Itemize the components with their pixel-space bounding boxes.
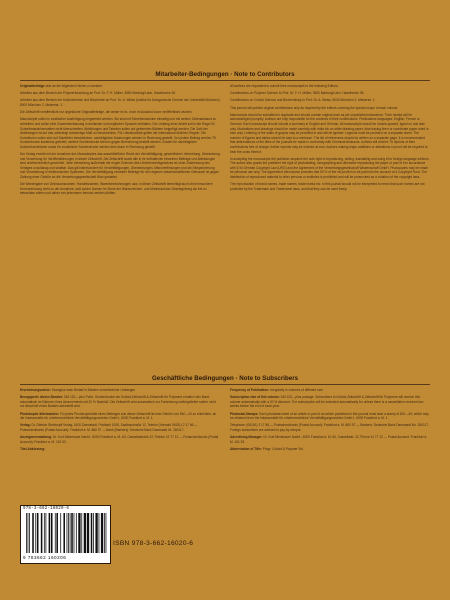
barcode-bar: [93, 513, 94, 553]
paragraph-text: Contributions on Colloid Science and Biochemistry to Prof. Dr. A. Weiss, 8000 München 2, Meiserstr. 1.: [230, 98, 376, 103]
paragraph-label: Erscheinungsweise:: [20, 388, 51, 392]
paragraph-label: Titel-Abkürzung:: [20, 446, 46, 451]
paragraph-label: Abbreviation of Title:: [230, 446, 262, 451]
barcode-bar: [101, 513, 103, 553]
paragraph-label: Anzeigenverwaltung:: [20, 435, 53, 440]
barcode: [20, 505, 111, 564]
paragraph: [230, 182, 430, 191]
paragraph-label: Photostat-Stamps:: [230, 411, 259, 416]
paragraph-text: DM 120,– plus Porto. Sonderdrucke der Kolloid-Zeitschrift & Zeitschrift für Polymere erhalten den Band automatisch im Rahmen ihres Abonnements mit 20 % Nachlaß. Die Zeitschrift wird automatisch zur Fortsetzung weitergeliefert sofern nicht vor Abschluß eines Bandes abbestellt wird.: [20, 395, 216, 409]
paragraph-text: This journal will publish original contributions only as required by the editors covering the special scope of each volume.: [230, 105, 399, 110]
barcode-bar: [104, 513, 105, 553]
paragraph-text: In accepting the manuscripts the publisher acquires the sole right of reproducing, selling, translating and using it for foreign language editions. The author also grants the publisher the right of photostating, xerographing and otherwise reproducing the paper or part of it in accordance with § 54 German Copyright Law (URG) and the Agreement of the Verwertungsgesellschaft Wissenschaft GmbH. Photocopies may be made for personal use only. The Agreement cited above provides that 50 % of the net profit is to be paid into the account of a Copyright Fund. The distribution of reproduced material to other persons or institutes is prohibited and will be prosecuted as a violation of the copyright laws.: [230, 156, 430, 180]
barcode-bar: [32, 513, 34, 553]
barcode-bar: [70, 513, 71, 553]
paragraph-text: Der Verlag erwirbt mit der Annahme des Manuskriptes das ausschließliche Recht der Vervielfältigung, gewerblichen Verbreitung, Übersetzung und Verwertung für Veröffentlichungen in dieser Zeitschrift. Die Zeitschrift sowie alle in ihr enthaltenen einzelnen Beiträge und Abbildungen sind urheberrechtlich geschützt. Jede Verwertung außerhalb der engen Grenzen des Urheberrechtsgesetzes ist ohne Zustimmung des Verlages unzulässig und strafbar. Das gilt insbesondere für Vervielfältigungen, Übersetzungen, Mikroverfilmungen und die Einspeicherung und Verarbeitung in elektronischen Systemen. Die Vervielfältigung einzelner Beiträge für den eigenen wissenschaftlichen Gebrauch ist gegen Zahlung einer Gebühr an die Verwertungsgesellschaft Wort gestattet.: [20, 152, 220, 180]
contributors-left-column: [20, 84, 220, 354]
paragraph-text: Telephone: (06151) 2 17 86 — Postscheckkonto (Postal Account): Frankfurt a. M. 860 97 — Bankers: Deutsche Bank Darmstadt No. 260117. Foreign subscribers are advised to pay by cheque.: [230, 423, 429, 432]
paragraph: [230, 157, 430, 180]
barcode-bar: [60, 513, 61, 553]
paragraph-text: The reproduction of brand names, trade names, trade marks etc. in this journal should not be interpreted to mean that such names are not protected by the Trademark and Tradename laws, and that they can be used freely.: [230, 182, 425, 191]
paragraph-label: Photokopier-Wertmarken:: [20, 411, 60, 416]
paragraph-label: Frequency of Publication:: [230, 388, 270, 392]
paragraph-text: All authors are requested to submit their manuscripts to the following Editors:: [230, 84, 339, 88]
paragraph: [20, 84, 220, 89]
barcode-top-text: 978-3-662-16020-6: [23, 507, 70, 511]
barcode-bar: [63, 513, 65, 553]
paragraph: [230, 435, 430, 444]
paragraph-text: Each photostat sheet of an article or part of an article published in this journal must bear a stamp of DM –,40, which may be obtained from the Inkassostelle für urheberrechtliche Vervielfältigungsrechten GmbH., 6000 Frankfurt a. M. 1.: [230, 411, 429, 421]
paragraph-text: Zwanglos nach Bedarf in Bänden verschiedener Umfanges: [51, 388, 135, 392]
barcode-bar: [71, 513, 73, 553]
paragraph-label: Advertising Manager:: [230, 435, 263, 440]
subscribers-left-column: [20, 388, 220, 496]
barcode-bar: [49, 513, 51, 553]
barcode-bar: [81, 513, 82, 553]
paragraph-text: Irregularly in volumes of different size.: [270, 388, 324, 392]
paragraph-text: DM 120,– plus postage. Subscribers to Kolloid-Zeitschrift & Zeitschrift für Polymere will receive this volume automatically with a 20 % discount. The subscription will be extended automatically for unless there is a cancellation received two weeks before the end of each year.: [230, 395, 424, 409]
paragraph-text: Für jedes Photokopierblatt eines Beitrages aus dieser Zeitschrift ist eine Gebühr von DM –,40 zu entrichten, an die Inkassostelle für urheberrechtliche Vervielfältigungsrechten GmbH., 6000 Frankfurt a. M. 1.: [20, 411, 217, 421]
barcode-bar: [84, 513, 86, 553]
barcode-bar: [106, 513, 107, 553]
barcode-bar: [41, 513, 43, 553]
paragraph: [20, 117, 220, 149]
paragraph: [20, 395, 220, 409]
subscribers-right-column: [230, 388, 430, 500]
barcode-bar: [91, 513, 93, 553]
barcode-bar: [44, 513, 45, 553]
barcode-bar: [28, 513, 29, 553]
barcode-bar: [74, 513, 75, 553]
barcode-bar: [46, 513, 47, 553]
paragraph-text: sind an die folgenden Herren zu senden:: [45, 84, 103, 88]
paragraph-text: Die Zeitschrift veröffentlicht nur ungekürzte Originalbeiträge, die weder im In- noch im Ausland zuvor veröffentlicht wurden.: [20, 110, 193, 115]
barcode-bar: [55, 513, 56, 553]
paragraph: [230, 412, 430, 421]
paragraph-text: Dr. Kurt Niederauer Nachf., 6000 Frankfurt a. M. 60, Cassellastr. 22, Phone 41 77 12 — Postal Account: Frankfurt a. M. 161 53.: [230, 435, 428, 444]
paragraph-label: Subscription rate of this volume:: [230, 395, 280, 400]
paragraph: [20, 98, 220, 107]
barcode-bar: [68, 513, 69, 553]
barcode-bar: [76, 513, 77, 553]
paragraph: [230, 91, 430, 96]
barcode-bottom-text: 9 783662 160206: [23, 555, 67, 560]
paragraph: [230, 113, 430, 154]
paragraph-text: Manuskripte sollen in zweifacher Ausfertigung eingereicht werden. Sie sind mit Schreibmaschine einseitig und mit weitem Zeilenabstand zu schreiben und sollen eine Zusammenfassung in deutscher und englischer Sprache enthalten. Der Umfang einer Arbeit soll in der Regel 20 Schreibmaschinenseiten nicht überschreiten. Abbildungen und Tabellen sollen auf getrennten Blättern beigefügt werden. Die Zahl der Abbildungen ist auf das unbedingt notwendige Maß zu beschränken. Für Literaturzitate gelten die international üblichen Regeln. Die Korrekturen sollen sich auf Satzfehler beschränken; nachträgliche Änderungen werden in Rechnung gestellt. Von jedem Beitrag werden 75 Sonderdrucke kostenlos geliefert; weitere Sonderdrucke können gegen Berechnung bestellt werden. Kosten für nachträgliche Autorenkorrekturen sowie für zusätzliche Sonderdrucke werden dem Autor in Rechnung gestellt.: [20, 117, 217, 149]
paragraph: [230, 447, 430, 452]
barcode-bar: [95, 513, 97, 553]
paragraph: [230, 388, 430, 393]
paragraph: [20, 412, 220, 421]
subscribers-heading: Geschäftliche Bedingungen · Note to Subscribers: [151, 375, 299, 382]
contributors-rule: [20, 80, 430, 81]
paragraph-label: Bezugspreis dieses Bandes:: [20, 395, 64, 400]
barcode-bar: [26, 513, 27, 553]
paragraph: [230, 395, 430, 409]
paragraph-text: Contributions on Polymer Science to Prof. Dr. F. H. Müller, 3550 Marburg/Lahn, Haselhecke 36.: [230, 91, 365, 96]
barcode-bar: [78, 513, 80, 553]
paragraph: [20, 152, 220, 180]
paragraph-text: Die Wiedergabe von Gebrauchsnamen, Handelsnamen, Warenbezeichnungen usw. in dieser Zeitschrift berechtigt auch ohne besondere Kennzeichnung nicht zu der Annahme, daß solche Namen im Sinne der Warenzeichen- und Markenschutz-Gesetzgebung als frei zu betrachten wären und daher von jedermann benutzt werden dürften.: [20, 182, 213, 196]
barcode-bar: [56, 513, 58, 553]
paragraph: [230, 106, 430, 111]
paragraph: [230, 84, 430, 89]
paragraph-text: Manuscripts should be submitted in duplicate and should contain original work as yet unpublished elsewhere. Their receipt will be acknowledged promptly. Authors are fully responsible for the contents of their contributions. Publications languages: English, French or German. Each manuscript should include a summary in English and German. All manuscripts should be double-spaced, typed on one side only. Illustrations and drawings should be made carefully with India ink on white drawing paper; blue tracing linen or coordinate paper ruled in blue only. Lettering of the sides of graphs may be pencilled in and will be typeset. Legends must be provided on a separate sheet. The number of figures and tables should be kept to a minimum. The list of references should be written on a separate page. It is recommended that abbreviations of the titles of the journals be made in conformity with Chemical Abstracts. Authors will receive 75 reprints of their contributions free of charge; further reprints may be ordered at cost. Authors making major additions or alterations in proof will be required to bear the costs thereof.: [230, 112, 429, 154]
barcode-bar: [87, 513, 89, 553]
paragraph-label: Verlag:: [20, 423, 31, 428]
paragraph-text: Arbeiten aus dem Bereich der Polymerforschung an Prof. Dr. F. H. Müller, 3550 Marburg/Lahn, Haselhecke 36.: [20, 91, 176, 96]
paragraph-label: Originalbeiträge: [20, 84, 45, 88]
contributors-right-column: [230, 84, 430, 354]
contributors-heading: Mitarbeiter-Bedingungen · Note to Contributors: [155, 71, 295, 78]
barcode-bar: [37, 513, 39, 553]
paragraph: [20, 182, 220, 196]
paragraph-text: Arbeiten aus dem Bereich der Kolloidchemie und Biochemie an Prof. Dr. A. Weiss (Institut für Anorganische Chemie der Universität München) 8000 München 2, Meiserstr. 1.: [20, 98, 220, 107]
paragraph: [230, 423, 430, 432]
barcode-bar: [67, 513, 68, 553]
subscribers-rule: [20, 384, 430, 385]
barcode-bar: [51, 513, 53, 553]
paragraph: [20, 110, 220, 115]
isbn-label: ISBN 978-3-662-16020-6: [113, 540, 194, 547]
paragraph-text: Dr. Kurt Niederauer Nachf., 6000 Frankfurt a. M.-60, Cassellastraße 22, Telefon 41 77 12 — Postscheckkonto (Postal Account): Frankfurt a. M. 161 53.: [20, 435, 219, 444]
paragraph-text: Progr. Colloid & Polymer Sci.: [262, 446, 304, 451]
barcode-bar: [99, 513, 100, 553]
barcode-bar: [35, 513, 36, 553]
paragraph-text: Dr. Dietrich Steinkopff Verlag, 6100 Darmstadt, Postfach 1008, Saalbaustraße 12, Telefon (Vorwahl 06151) 2 17 86 — Postscheckkonto (Postal Account): Frankfurt a. M. 860 97 — Bank (Bankers): Deutsche Bank Darmstadt Nr. 260117.: [20, 423, 198, 432]
paragraph: [20, 423, 220, 432]
paragraph: [230, 98, 430, 103]
paragraph: [20, 435, 220, 444]
paragraph: [20, 91, 220, 96]
paragraph: [20, 447, 220, 452]
paragraph: [20, 388, 220, 393]
barcode-bar: [29, 513, 30, 553]
